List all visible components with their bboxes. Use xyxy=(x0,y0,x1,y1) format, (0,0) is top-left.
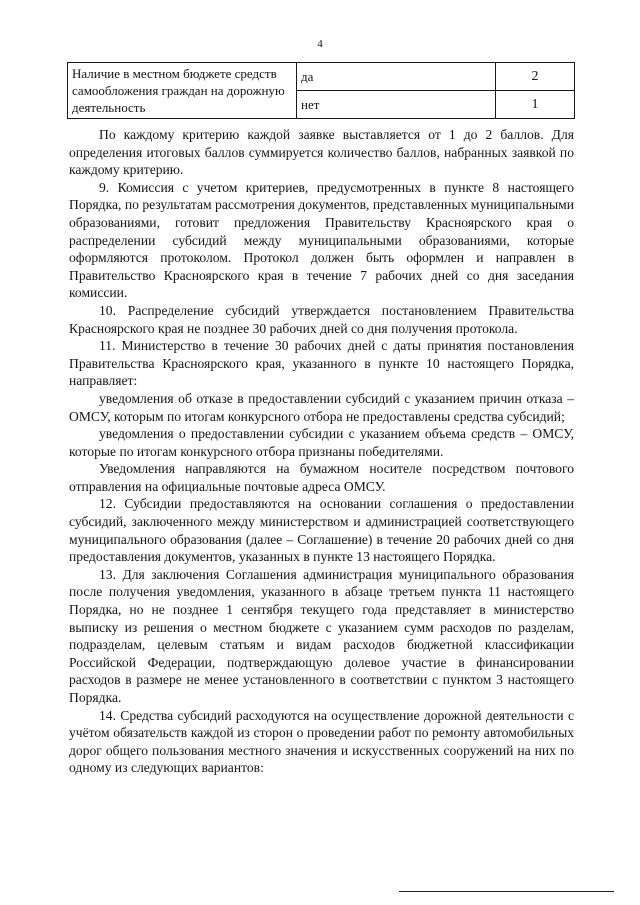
paragraph-11: 11. Министерство в течение 30 рабочих дней с даты принятия постановления Правительства Красноярского края, указанного в пункте 10 настоящего Порядка, направляет: xyxy=(69,338,574,389)
paragraph-scoring: По каждому критерию каждой заявке выставляется от 1 до 2 баллов. Для определения итоговых баллов суммируется количество баллов, набранных заявкой по каждому критерию. xyxy=(69,127,574,178)
criterion-cell: Наличие в местном бюджете средств самообложения граждан на дорожную деятельность xyxy=(68,63,297,119)
paragraph-11-grant: уведомления о предоставлении субсидии с указанием объема средств – ОМСУ, которые по итогам конкурсного отбора признаны победителями. xyxy=(69,426,574,459)
table-row xyxy=(68,63,575,91)
footer-rule xyxy=(399,891,614,892)
score-cell: 1 xyxy=(496,91,575,119)
option-cell: да xyxy=(297,63,496,91)
paragraph-11-delivery: Уведомления направляются на бумажном носителе посредством почтового отправления на официальные почтовые адреса ОМСУ. xyxy=(69,461,574,494)
paragraph-10: 10. Распределение субсидий утверждается постановлением Правительства Красноярского края не позднее 30 рабочих дней со дня получения протокола. xyxy=(69,302,574,336)
score-cell: 2 xyxy=(496,63,575,91)
option-cell: нет xyxy=(297,91,496,119)
document-body xyxy=(69,126,574,777)
paragraph-9: 9. Комиссия с учетом критериев, предусмотренных в пункте 8 настоящего Порядка, по результатам рассмотрения документов, представленных муниципальными образованиями, готовит предложения Правительству Красноярского края о распределении субсидий между муниципальными образованиями, которые оформляются протоколом. Протокол должен быть оформлен и направлен в Правительство Красноярского края в течение 7 рабочих дней со дня заседания комиссии. xyxy=(69,179,574,301)
criteria-table xyxy=(67,62,575,119)
paragraph-14: 14. Средства субсидий расходуются на осуществление дорожной деятельности с учётом обязательств каждой из сторон о проведении работ по ремонту автомобильных дорог общего пользования местного значения и искусственных сооружений на них по одному из следующих вариантов: xyxy=(69,707,574,776)
paragraph-11-refusal: уведомления об отказе в предоставлении субсидий с указанием причин отказа – ОМСУ, которым по итогам конкурсного отбора не предоставлены средства субсидий; xyxy=(69,390,574,424)
paragraph-12: 12. Субсидии предоставляются на основании соглашения о предоставлении субсидий, заключенного между министерством и администрацией соответствующего муниципального образования (далее – Соглашение) в течение 20 рабочих дней со дня предоставления документов, указанных в пункте 13 настоящего Порядка. xyxy=(69,496,574,565)
paragraph-13: 13. Для заключения Соглашения администрация муниципального образования после получения уведомления, указанного в абзаце третьем пункта 11 настоящего Порядка, но не позднее 1 сентября текущего года представляет в министерство выписку из решения о местном бюджете с указанием сумм расходов по разделам, подразделам, целевым статьям и видам расходов бюджетной классификации Российской Федерации, подтверждающую долевое участие в финансировании расходов в размере не менее установленного в соответствии с пунктом 3 настоящего Порядка. xyxy=(69,566,574,705)
page-number: 4 xyxy=(317,38,323,50)
